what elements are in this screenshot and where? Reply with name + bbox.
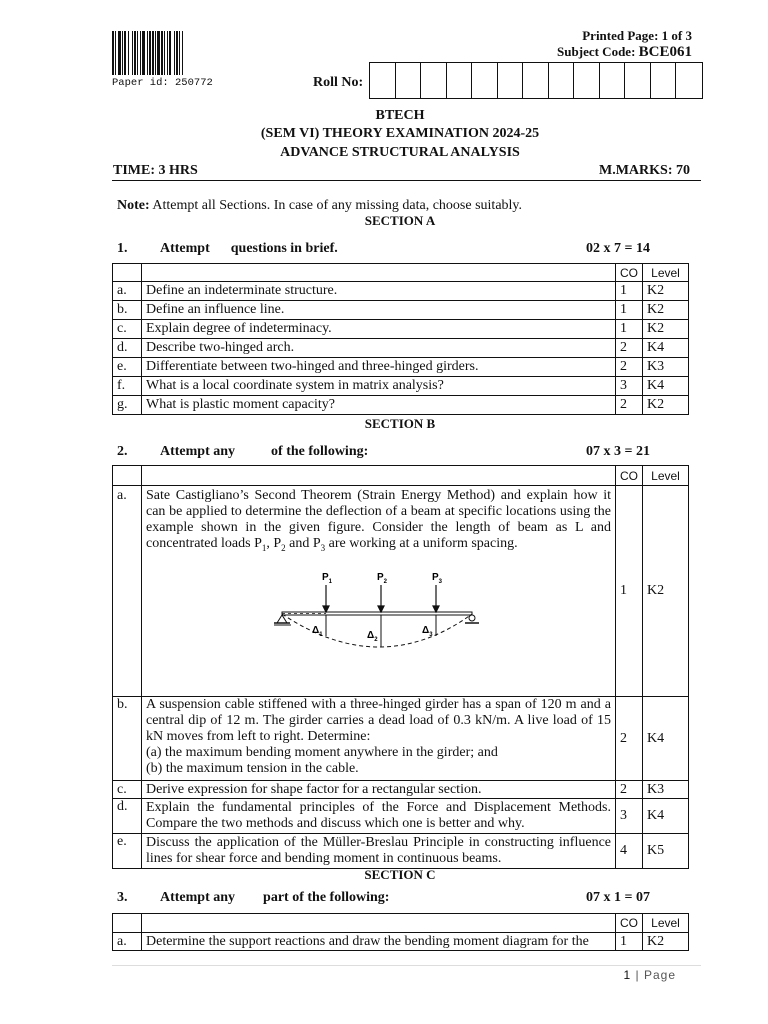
section-c-table [112, 913, 689, 951]
exam-time: TIME: 3 HRS [113, 163, 198, 178]
barcode-bar [140, 31, 141, 75]
header-question-cell [142, 264, 616, 282]
level-value: K4 [643, 339, 689, 358]
question-text: Explain the fundamental principles of the Force and Displacement Methods. Compare the two methods and discuss which one is better and why. [142, 799, 616, 834]
question-1-instruction-start: Attempt [160, 241, 210, 256]
barcode-bar [179, 31, 180, 75]
header-co: CO [616, 264, 643, 282]
level-value: K4 [643, 799, 689, 834]
load-label-p2 [377, 572, 388, 585]
barcode-bar [149, 31, 151, 75]
co-value: 1 [616, 301, 643, 320]
question-2-instruction [160, 444, 368, 460]
load-label-sub: 1 [328, 578, 333, 585]
subject-code-value: BCE061 [638, 44, 692, 60]
load-label-p3 [432, 572, 443, 585]
load-label-sub: 2 [383, 578, 388, 585]
question-text-part: and P [285, 536, 321, 551]
roll-number-box[interactable] [498, 63, 524, 98]
question-1-instruction [160, 241, 338, 257]
barcode-bar [118, 31, 121, 75]
question-3-number: 3. [117, 890, 128, 905]
question-label: a. [113, 282, 142, 301]
header-question-cell [142, 914, 616, 933]
roll-number-boxes[interactable] [369, 62, 703, 99]
co-value: 2 [616, 396, 643, 415]
level-value: K5 [643, 834, 689, 869]
load-arrow-head [433, 606, 439, 612]
question-label: f. [113, 377, 142, 396]
question-label: e. [113, 834, 142, 869]
page-word: Page [643, 968, 676, 982]
question-2-marks: 07 x 3 = 21 [586, 444, 650, 459]
beam-deflection-figure [274, 568, 484, 663]
roll-number-box[interactable] [421, 63, 447, 98]
question-text: Define an influence line. [142, 301, 616, 320]
question-text: Describe two-hinged arch. [142, 339, 616, 358]
question-label: b. [113, 301, 142, 320]
footer-divider [112, 965, 701, 966]
table-row [113, 377, 689, 396]
roll-number-box[interactable] [651, 63, 677, 98]
question-text: Determine the support reactions and draw the bending moment diagram for the [142, 933, 616, 951]
left-pin-support [277, 615, 287, 623]
question-label: a. [113, 486, 142, 697]
subject-code-label: Subject Code: [557, 44, 639, 59]
header-level: Level [643, 466, 689, 486]
barcode [112, 31, 218, 75]
deflection-label-sub: 1 [319, 631, 323, 638]
question-text: What is a local coordinate system in matrix analysis? [142, 377, 616, 396]
deflection-label-sub: 2 [374, 636, 378, 643]
load-arrow-head [378, 606, 384, 612]
note [117, 198, 522, 214]
barcode-graphic [112, 31, 218, 75]
level-value: K2 [643, 486, 689, 697]
question-text: Differentiate between two-hinged and three-hinged girders. [142, 358, 616, 377]
barcode-bar [176, 31, 178, 75]
subscript: 2 [281, 542, 286, 553]
table-header-row [113, 466, 689, 486]
question-text-part: , P [266, 536, 282, 551]
barcode-bar [161, 31, 163, 75]
roll-number-box[interactable] [676, 63, 702, 98]
roll-number-box[interactable] [396, 63, 422, 98]
roll-number-box[interactable] [523, 63, 549, 98]
header-blank-cell [113, 466, 142, 486]
question-text-part: are working at a uniform spacing. [325, 536, 518, 551]
co-value: 2 [616, 697, 643, 781]
page-number: 1 [623, 968, 632, 982]
question-2-instruction-start: Attempt any [160, 444, 236, 459]
roll-number-box[interactable] [625, 63, 651, 98]
co-value: 3 [616, 377, 643, 396]
deflection-label-2 [367, 630, 378, 643]
barcode-bar [137, 31, 138, 75]
table-row [113, 320, 689, 339]
co-value: 1 [616, 320, 643, 339]
header-level: Level [643, 914, 689, 933]
question-text: Define an indeterminate structure. [142, 282, 616, 301]
co-value: 1 [616, 486, 643, 697]
co-value: 3 [616, 799, 643, 834]
barcode-bar [157, 31, 160, 75]
co-value: 2 [616, 358, 643, 377]
header-co: CO [616, 466, 643, 486]
level-value: K4 [643, 697, 689, 781]
table-row [113, 339, 689, 358]
deflection-label-3 [422, 625, 433, 638]
question-label: d. [113, 799, 142, 834]
subject-code [557, 44, 692, 61]
barcode-bar [112, 31, 114, 75]
question-3-marks: 07 x 1 = 07 [586, 890, 650, 905]
question-3-instruction-end: part of the following: [263, 890, 390, 905]
question-3-instruction-start: Attempt any [160, 890, 236, 905]
barcode-bar [147, 31, 148, 75]
question-text: What is plastic moment capacity? [142, 396, 616, 415]
question-text: Derive expression for shape factor for a rectangular section. [142, 781, 616, 799]
deflection-label-text: Δ [312, 624, 320, 636]
question-label: d. [113, 339, 142, 358]
question-cell [142, 486, 616, 697]
max-marks: M.MARKS: 70 [599, 163, 690, 178]
header-question-cell [142, 466, 616, 486]
level-value: K2 [643, 320, 689, 339]
barcode-bar [155, 31, 156, 75]
printed-page: Printed Page: 1 of 3 [582, 28, 692, 43]
table-row [113, 697, 689, 781]
question-label: c. [113, 320, 142, 339]
barcode-bar [164, 31, 165, 75]
co-value: 4 [616, 834, 643, 869]
question-text: A suspension cable stiffened with a three-hinged girder has a span of 120 m and a central dip of 12 m. The girder carries a dead load of 0.3 kN/m. A live load of 15 kN moves from left to right. Determine: [146, 697, 611, 744]
co-value: 1 [616, 933, 643, 951]
question-text [146, 488, 611, 556]
question-label: g. [113, 396, 142, 415]
barcode-bar [132, 31, 133, 75]
co-value: 1 [616, 282, 643, 301]
table-row [113, 301, 689, 320]
question-1-number: 1. [117, 241, 128, 256]
level-value: K2 [643, 396, 689, 415]
note-text: Attempt all Sections. In case of any missing data, choose suitably. [149, 198, 523, 213]
question-text-line: (a) the maximum bending moment anywhere in the girder; and [146, 745, 498, 760]
deflection-label-1 [312, 625, 323, 638]
question-text-line: (b) the maximum tension in the cable. [146, 761, 359, 776]
question-2-number: 2. [117, 444, 128, 459]
question-label: a. [113, 933, 142, 951]
question-3-instruction [160, 890, 389, 906]
table-row [113, 799, 689, 834]
table-row [113, 486, 689, 697]
note-label: Note: [117, 198, 150, 213]
table-row [113, 933, 689, 951]
section-c-title: SECTION C [364, 867, 436, 882]
barcode-bar [169, 31, 171, 75]
subscript: 1 [261, 542, 267, 553]
roll-number-box[interactable] [574, 63, 600, 98]
deflection-label-sub: 3 [429, 631, 433, 638]
header-divider [112, 180, 701, 181]
question-1-instruction-end: questions in brief. [230, 241, 338, 256]
co-value: 2 [616, 339, 643, 358]
table-row [113, 834, 689, 869]
deflection-label-text: Δ [367, 629, 375, 641]
subscript: 3 [320, 542, 326, 553]
paper-id: Paper id: 250772 [112, 77, 213, 89]
barcode-bar [124, 31, 126, 75]
section-a-title: SECTION A [364, 213, 436, 228]
header-level: Level [643, 264, 689, 282]
question-1-marks: 02 x 7 = 14 [586, 241, 650, 256]
barcode-bar [167, 31, 168, 75]
barcode-bar [115, 31, 116, 75]
load-label-text: P [377, 571, 384, 583]
load-label-text: P [322, 571, 329, 583]
level-value: K2 [643, 301, 689, 320]
roll-number-box[interactable] [472, 63, 498, 98]
question-cell [142, 697, 616, 781]
level-value: K2 [643, 933, 689, 951]
level-value: K3 [643, 781, 689, 799]
section-b-title: SECTION B [364, 416, 436, 431]
section-b-table [112, 465, 689, 869]
beam [282, 612, 472, 615]
roll-number-box[interactable] [600, 63, 626, 98]
barcode-bar [134, 31, 136, 75]
page-footer [623, 968, 676, 982]
table-header-row [113, 914, 689, 933]
right-roller-support [469, 615, 475, 621]
barcode-bar [128, 31, 129, 75]
question-label: b. [113, 697, 142, 781]
roll-number-box[interactable] [447, 63, 473, 98]
barcode-bar [182, 31, 183, 75]
table-header-row [113, 264, 689, 282]
co-value: 2 [616, 781, 643, 799]
question-2-instruction-end: of the following: [271, 444, 369, 459]
load-arrow-head [323, 606, 329, 612]
question-text: Explain degree of indeterminacy. [142, 320, 616, 339]
level-value: K4 [643, 377, 689, 396]
exam-title-subject: ADVANCE STRUCTURAL ANALYSIS [280, 145, 520, 160]
level-value: K2 [643, 282, 689, 301]
question-label: c. [113, 781, 142, 799]
barcode-bar [174, 31, 175, 75]
header-blank-cell [113, 914, 142, 933]
exam-title-session: (SEM VI) THEORY EXAMINATION 2024-25 [260, 126, 540, 141]
page-separator: | [631, 968, 644, 982]
barcode-bar [122, 31, 123, 75]
load-label-sub: 3 [438, 578, 443, 585]
section-a-table [112, 263, 689, 415]
header-blank-cell [113, 264, 142, 282]
question-text-part: Sate Castigliano’s Second Theorem (Strain Energy Method) and explain how it can be applied to determine the deflection of a beam at specific locations using the example shown in the given figure. Consider the length of beam as L and concentrated loads P [146, 488, 611, 551]
load-label-text: P [432, 571, 439, 583]
section-a-table-body [113, 264, 689, 415]
load-label-p1 [322, 572, 333, 585]
barcode-bar [152, 31, 154, 75]
table-row [113, 282, 689, 301]
exam-title-program: BTECH [375, 108, 425, 123]
roll-number-label: Roll No: [313, 75, 364, 90]
table-row [113, 781, 689, 799]
table-row [113, 358, 689, 377]
deflection-label-text: Δ [422, 624, 430, 636]
header-co: CO [616, 914, 643, 933]
level-value: K3 [643, 358, 689, 377]
table-row [113, 396, 689, 415]
roll-number-box[interactable] [549, 63, 575, 98]
question-text: Discuss the application of the Müller-Breslau Principle in constructing influence lines for shear force and bending moment in continuous beams. [142, 834, 616, 869]
roll-number-box[interactable] [370, 63, 396, 98]
question-label: e. [113, 358, 142, 377]
barcode-bar [142, 31, 145, 75]
